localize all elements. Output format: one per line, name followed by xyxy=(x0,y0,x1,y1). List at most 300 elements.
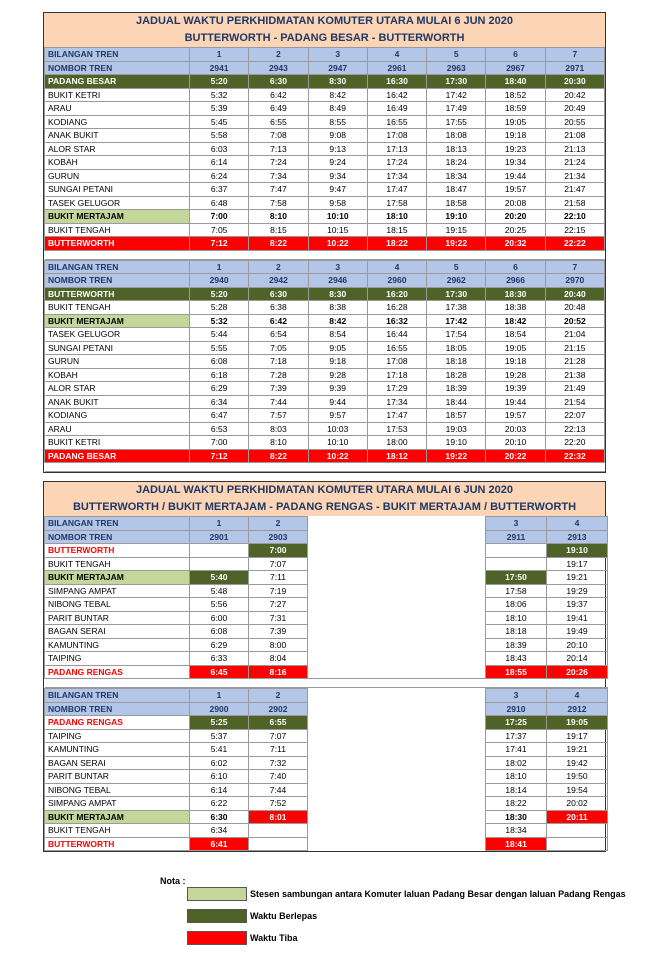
table-row xyxy=(45,328,605,342)
time-cell: 19:44 xyxy=(486,395,545,409)
time-cell: 2967 xyxy=(486,61,545,75)
station-name: BUKIT MERTAJAM xyxy=(45,810,190,824)
time-cell: 19:05 xyxy=(486,115,545,129)
time-cell: 17:41 xyxy=(486,743,547,757)
time-cell: 22:13 xyxy=(545,422,604,436)
time-cell: 20:25 xyxy=(486,223,545,237)
time-cell: 17:30 xyxy=(427,75,486,89)
legend-departure-text: Waktu Berlepas xyxy=(250,911,318,921)
time-cell: 10:03 xyxy=(308,422,367,436)
timetable-from-padang-rengas xyxy=(44,688,608,851)
time-cell: 2963 xyxy=(427,61,486,75)
station-name: ALOR STAR xyxy=(45,382,190,396)
time-cell: 18:47 xyxy=(427,183,486,197)
time-cell: 2960 xyxy=(367,274,426,288)
time-cell: 6:55 xyxy=(249,716,308,730)
station-name: BUKIT MERTAJAM xyxy=(45,571,190,585)
time-cell: 18:10 xyxy=(486,770,547,784)
time-cell xyxy=(547,837,608,851)
station-name: BILANGAN TREN xyxy=(45,48,190,62)
time-cell: 8:30 xyxy=(308,287,367,301)
time-cell: 7:00 xyxy=(190,436,249,450)
time-cell: 17:58 xyxy=(367,196,426,210)
table-row xyxy=(45,183,605,197)
time-cell: 17:38 xyxy=(427,301,486,315)
station-name: ANAK BUKIT xyxy=(45,395,190,409)
time-cell: 19:21 xyxy=(547,571,608,585)
station-name: BAGAN SERAI xyxy=(45,625,190,639)
time-cell: 6:10 xyxy=(190,770,249,784)
time-cell: 18:08 xyxy=(427,129,486,143)
time-cell: 17:37 xyxy=(486,729,547,743)
station-name: BILANGAN TREN xyxy=(45,689,190,703)
table-row xyxy=(45,223,605,237)
time-cell: 9:34 xyxy=(308,169,367,183)
time-cell: 5:40 xyxy=(190,571,249,585)
time-cell: 2900 xyxy=(190,702,249,716)
time-cell: 7:13 xyxy=(249,142,308,156)
time-cell: 5:58 xyxy=(190,129,249,143)
station-name: ALOR STAR xyxy=(45,142,190,156)
spacer-row xyxy=(45,250,605,259)
time-cell: 10:10 xyxy=(308,210,367,224)
table-row xyxy=(45,115,605,129)
time-cell: 16:55 xyxy=(367,341,426,355)
time-cell: 20:20 xyxy=(486,210,545,224)
time-cell: 6:41 xyxy=(190,837,249,851)
time-cell: 7:11 xyxy=(249,743,308,757)
time-cell: 6:29 xyxy=(190,382,249,396)
legend-departure-swatch xyxy=(187,909,247,923)
time-cell: 9:39 xyxy=(308,382,367,396)
station-name: BUKIT KETRI xyxy=(45,88,190,102)
time-cell: 2962 xyxy=(427,274,486,288)
time-cell: 7:57 xyxy=(249,409,308,423)
time-cell: 20:14 xyxy=(547,652,608,666)
table-row xyxy=(45,169,605,183)
time-cell: 18:18 xyxy=(427,355,486,369)
time-cell: 6:02 xyxy=(190,756,249,770)
time-cell: 6:18 xyxy=(190,368,249,382)
table-row xyxy=(45,287,605,301)
time-cell: 1 xyxy=(190,48,249,62)
gap-column xyxy=(308,689,486,851)
station-name: BUTTERWORTH xyxy=(45,837,190,851)
time-cell: 8:10 xyxy=(249,436,308,450)
station-name: TASEK GELUGOR xyxy=(45,196,190,210)
time-cell: 9:44 xyxy=(308,395,367,409)
station-name: BUTTERWORTH xyxy=(45,287,190,301)
time-cell: 20:48 xyxy=(545,301,604,315)
time-cell: 18:00 xyxy=(367,436,426,450)
section-2-title xyxy=(44,482,605,516)
time-cell: 9:28 xyxy=(308,368,367,382)
station-name: PADANG BESAR xyxy=(45,75,190,89)
time-cell: 3 xyxy=(486,689,547,703)
station-name: BUKIT TENGAH xyxy=(45,824,190,838)
time-cell: 19:15 xyxy=(427,223,486,237)
time-cell: 5:20 xyxy=(190,75,249,89)
time-cell: 20:11 xyxy=(547,810,608,824)
time-cell: 9:47 xyxy=(308,183,367,197)
time-cell: 19:05 xyxy=(486,341,545,355)
time-cell: 19:28 xyxy=(486,368,545,382)
time-cell: 18:38 xyxy=(486,301,545,315)
time-cell: 7:52 xyxy=(249,797,308,811)
time-cell: 6:03 xyxy=(190,142,249,156)
table-row xyxy=(45,395,605,409)
time-cell: 6:22 xyxy=(190,797,249,811)
station-name: BUKIT TENGAH xyxy=(45,557,190,571)
time-cell: 2947 xyxy=(308,61,367,75)
time-cell: 18:39 xyxy=(427,382,486,396)
time-cell: 18:18 xyxy=(486,625,547,639)
time-cell: 19:23 xyxy=(486,142,545,156)
time-cell: 17:42 xyxy=(427,314,486,328)
table-row xyxy=(45,449,605,463)
table-row xyxy=(45,517,608,531)
station-name: BUKIT TENGAH xyxy=(45,223,190,237)
table-row xyxy=(45,341,605,355)
table-row xyxy=(45,260,605,274)
time-cell: 10:10 xyxy=(308,436,367,450)
time-cell: 19:29 xyxy=(547,584,608,598)
table-row xyxy=(45,88,605,102)
time-cell: 5:48 xyxy=(190,584,249,598)
time-cell: 7:28 xyxy=(249,368,308,382)
time-cell: 17:34 xyxy=(367,169,426,183)
time-cell: 20:49 xyxy=(545,102,604,116)
time-cell: 19:10 xyxy=(427,436,486,450)
station-name: GURUN xyxy=(45,169,190,183)
time-cell: 19:41 xyxy=(547,611,608,625)
time-cell: 17:42 xyxy=(427,88,486,102)
time-cell: 7:00 xyxy=(190,210,249,224)
section-2-title-line-2: BUTTERWORTH / BUKIT MERTAJAM - PADANG RENGAS - BUKIT MERTAJAM / BUTTERWORTH xyxy=(72,501,577,513)
time-cell: 7:12 xyxy=(190,237,249,251)
time-cell: 19:37 xyxy=(547,598,608,612)
time-cell: 7:44 xyxy=(249,783,308,797)
time-cell: 2903 xyxy=(249,530,308,544)
station-name: ARAU xyxy=(45,102,190,116)
table-row xyxy=(45,436,605,450)
time-cell: 6:08 xyxy=(190,355,249,369)
time-cell: 17:18 xyxy=(367,368,426,382)
time-cell: 6:08 xyxy=(190,625,249,639)
time-cell: 5:41 xyxy=(190,743,249,757)
time-cell: 19:44 xyxy=(486,169,545,183)
table-row xyxy=(45,301,605,315)
time-cell: 18:05 xyxy=(427,341,486,355)
time-cell: 19:50 xyxy=(547,770,608,784)
table-row xyxy=(45,142,605,156)
station-name: KAMUNTING xyxy=(45,743,190,757)
time-cell: 6:00 xyxy=(190,611,249,625)
time-cell: 7:39 xyxy=(249,382,308,396)
time-cell: 17:25 xyxy=(486,716,547,730)
station-name: GURUN xyxy=(45,355,190,369)
time-cell: 2 xyxy=(249,48,308,62)
time-cell: 5:32 xyxy=(190,314,249,328)
time-cell xyxy=(486,557,547,571)
time-cell xyxy=(249,824,308,838)
time-cell: 16:32 xyxy=(367,314,426,328)
time-cell: 21:04 xyxy=(545,328,604,342)
time-cell: 21:38 xyxy=(545,368,604,382)
time-cell: 18:22 xyxy=(486,797,547,811)
time-cell: 7:24 xyxy=(249,156,308,170)
time-cell: 22:32 xyxy=(545,449,604,463)
time-cell: 21:13 xyxy=(545,142,604,156)
time-cell: 19:54 xyxy=(547,783,608,797)
time-cell: 19:57 xyxy=(486,183,545,197)
station-name: BUKIT MERTAJAM xyxy=(45,210,190,224)
time-cell: 18:13 xyxy=(427,142,486,156)
table-row xyxy=(45,102,605,116)
time-cell: 9:05 xyxy=(308,341,367,355)
time-cell: 4 xyxy=(547,689,608,703)
time-cell xyxy=(190,544,249,558)
time-cell: 17:50 xyxy=(486,571,547,585)
time-cell: 21:24 xyxy=(545,156,604,170)
time-cell: 2913 xyxy=(547,530,608,544)
time-cell: 19:18 xyxy=(486,355,545,369)
time-cell: 5:32 xyxy=(190,88,249,102)
timetable-section-1 xyxy=(43,12,606,473)
time-cell: 22:07 xyxy=(545,409,604,423)
table-row xyxy=(45,156,605,170)
time-cell: 6:54 xyxy=(249,328,308,342)
table-row xyxy=(45,75,605,89)
time-cell: 18:39 xyxy=(486,638,547,652)
time-cell: 5:44 xyxy=(190,328,249,342)
time-cell: 20:42 xyxy=(545,88,604,102)
time-cell: 18:54 xyxy=(486,328,545,342)
time-cell: 6:34 xyxy=(190,824,249,838)
time-cell: 20:02 xyxy=(547,797,608,811)
time-cell: 6:30 xyxy=(190,810,249,824)
time-cell: 7:47 xyxy=(249,183,308,197)
time-cell: 19:22 xyxy=(427,237,486,251)
station-name: PADANG BESAR xyxy=(45,449,190,463)
time-cell: 2961 xyxy=(367,61,426,75)
time-cell: 17:29 xyxy=(367,382,426,396)
time-cell: 7 xyxy=(545,260,604,274)
time-cell: 18:42 xyxy=(486,314,545,328)
time-cell: 10:22 xyxy=(308,237,367,251)
time-cell: 19:57 xyxy=(486,409,545,423)
time-cell: 17:47 xyxy=(367,183,426,197)
time-cell: 21:34 xyxy=(545,169,604,183)
legend-arrival-text: Waktu Tiba xyxy=(250,933,298,943)
time-cell: 8:10 xyxy=(249,210,308,224)
time-cell: 6 xyxy=(486,260,545,274)
time-cell: 7:31 xyxy=(249,611,308,625)
table-row xyxy=(45,129,605,143)
time-cell: 6:53 xyxy=(190,422,249,436)
time-cell: 18:06 xyxy=(486,598,547,612)
time-cell: 21:58 xyxy=(545,196,604,210)
time-cell: 22:15 xyxy=(545,223,604,237)
time-cell: 7:05 xyxy=(190,223,249,237)
time-cell: 5:28 xyxy=(190,301,249,315)
time-cell: 17:13 xyxy=(367,142,426,156)
time-cell: 9:58 xyxy=(308,196,367,210)
legend-junction-text: Stesen sambungan antara Komuter laluan Padang Besar dengan laluan Padang Rengas xyxy=(250,889,626,899)
time-cell: 1 xyxy=(190,260,249,274)
time-cell: 2941 xyxy=(190,61,249,75)
time-cell: 6 xyxy=(486,48,545,62)
time-cell: 20:30 xyxy=(545,75,604,89)
legend-arrival-swatch xyxy=(187,931,247,945)
time-cell: 18:10 xyxy=(486,611,547,625)
time-cell: 18:15 xyxy=(367,223,426,237)
station-name: BUTTERWORTH xyxy=(45,544,190,558)
time-cell: 2902 xyxy=(249,702,308,716)
station-name: NOMBOR TREN xyxy=(45,274,190,288)
timetable-southbound xyxy=(44,260,605,473)
time-cell: 7 xyxy=(545,48,604,62)
table-row xyxy=(45,382,605,396)
time-cell: 17:24 xyxy=(367,156,426,170)
time-cell: 7:34 xyxy=(249,169,308,183)
time-cell: 2 xyxy=(249,517,308,531)
time-cell: 16:30 xyxy=(367,75,426,89)
time-cell: 19:22 xyxy=(427,449,486,463)
time-cell: 6:37 xyxy=(190,183,249,197)
station-name: BAGAN SERAI xyxy=(45,756,190,770)
time-cell: 6:42 xyxy=(249,88,308,102)
time-cell: 6:30 xyxy=(249,75,308,89)
station-name: KOBAH xyxy=(45,156,190,170)
time-cell: 21:54 xyxy=(545,395,604,409)
time-cell: 18:41 xyxy=(486,837,547,851)
time-cell: 9:24 xyxy=(308,156,367,170)
time-cell: 20:22 xyxy=(486,449,545,463)
time-cell xyxy=(190,557,249,571)
time-cell: 9:18 xyxy=(308,355,367,369)
time-cell: 5:45 xyxy=(190,115,249,129)
time-cell: 1 xyxy=(190,517,249,531)
time-cell: 2943 xyxy=(249,61,308,75)
time-cell: 16:28 xyxy=(367,301,426,315)
time-cell: 16:20 xyxy=(367,287,426,301)
time-cell: 6:14 xyxy=(190,156,249,170)
time-cell: 17:47 xyxy=(367,409,426,423)
time-cell: 16:42 xyxy=(367,88,426,102)
time-cell: 22:22 xyxy=(545,237,604,251)
station-name: PADANG RENGAS xyxy=(45,665,190,679)
table-row xyxy=(45,409,605,423)
time-cell: 19:39 xyxy=(486,382,545,396)
notes-label: Nota : xyxy=(160,876,186,886)
time-cell: 7:44 xyxy=(249,395,308,409)
table-row xyxy=(45,689,608,703)
time-cell: 21:49 xyxy=(545,382,604,396)
time-cell: 8:15 xyxy=(249,223,308,237)
time-cell: 5:20 xyxy=(190,287,249,301)
time-cell: 16:55 xyxy=(367,115,426,129)
time-cell: 18:57 xyxy=(427,409,486,423)
time-cell: 7:19 xyxy=(249,584,308,598)
time-cell: 6:42 xyxy=(249,314,308,328)
time-cell: 7:08 xyxy=(249,129,308,143)
time-cell: 2946 xyxy=(308,274,367,288)
time-cell: 7:05 xyxy=(249,341,308,355)
time-cell: 17:54 xyxy=(427,328,486,342)
time-cell: 9:57 xyxy=(308,409,367,423)
time-cell: 19:18 xyxy=(486,129,545,143)
time-cell: 4 xyxy=(367,48,426,62)
time-cell: 18:44 xyxy=(427,395,486,409)
time-cell: 8:55 xyxy=(308,115,367,129)
station-name: NOMBOR TREN xyxy=(45,530,190,544)
time-cell: 5 xyxy=(427,48,486,62)
time-cell: 19:03 xyxy=(427,422,486,436)
time-cell: 10:22 xyxy=(308,449,367,463)
timetable-northbound xyxy=(44,47,605,260)
time-cell: 1 xyxy=(190,689,249,703)
time-cell: 7:39 xyxy=(249,625,308,639)
time-cell: 7:27 xyxy=(249,598,308,612)
time-cell: 3 xyxy=(486,517,547,531)
time-cell: 20:55 xyxy=(545,115,604,129)
time-cell: 3 xyxy=(308,48,367,62)
time-cell: 6:47 xyxy=(190,409,249,423)
spacer-row xyxy=(45,463,605,472)
table-row xyxy=(45,355,605,369)
time-cell: 3 xyxy=(308,260,367,274)
time-cell: 19:34 xyxy=(486,156,545,170)
timetable-section-2 xyxy=(43,481,606,852)
time-cell: 8:03 xyxy=(249,422,308,436)
time-cell: 8:42 xyxy=(308,314,367,328)
spacer-row xyxy=(45,679,608,688)
station-name: TASEK GELUGOR xyxy=(45,328,190,342)
time-cell: 17:53 xyxy=(367,422,426,436)
station-name: SIMPANG AMPAT xyxy=(45,584,190,598)
time-cell: 2940 xyxy=(190,274,249,288)
time-cell: 10:15 xyxy=(308,223,367,237)
time-cell xyxy=(249,837,308,851)
time-cell: 9:13 xyxy=(308,142,367,156)
time-cell: 17:30 xyxy=(427,287,486,301)
station-name: BUTTERWORTH xyxy=(45,237,190,251)
time-cell: 8:22 xyxy=(249,449,308,463)
table-row xyxy=(45,274,605,288)
station-name: KOBAH xyxy=(45,368,190,382)
time-cell: 4 xyxy=(367,260,426,274)
time-cell: 6:24 xyxy=(190,169,249,183)
time-cell: 7:00 xyxy=(249,544,308,558)
section-1-title-line-1: JADUAL WAKTU PERKHIDMATAN KOMUTER UTARA MULAI 6 JUN 2020 xyxy=(135,15,514,27)
time-cell: 6:49 xyxy=(249,102,308,116)
time-cell: 2966 xyxy=(486,274,545,288)
time-cell: 8:16 xyxy=(249,665,308,679)
time-cell: 18:10 xyxy=(367,210,426,224)
station-name: KODIANG xyxy=(45,115,190,129)
time-cell: 6:48 xyxy=(190,196,249,210)
station-name: BILANGAN TREN xyxy=(45,260,190,274)
section-1-title xyxy=(44,13,605,47)
time-cell: 8:22 xyxy=(249,237,308,251)
time-cell: 7:11 xyxy=(249,571,308,585)
time-cell: 6:30 xyxy=(249,287,308,301)
station-name: KODIANG xyxy=(45,409,190,423)
time-cell: 8:54 xyxy=(308,328,367,342)
station-name: SUNGAI PETANI xyxy=(45,183,190,197)
time-cell: 5:55 xyxy=(190,341,249,355)
